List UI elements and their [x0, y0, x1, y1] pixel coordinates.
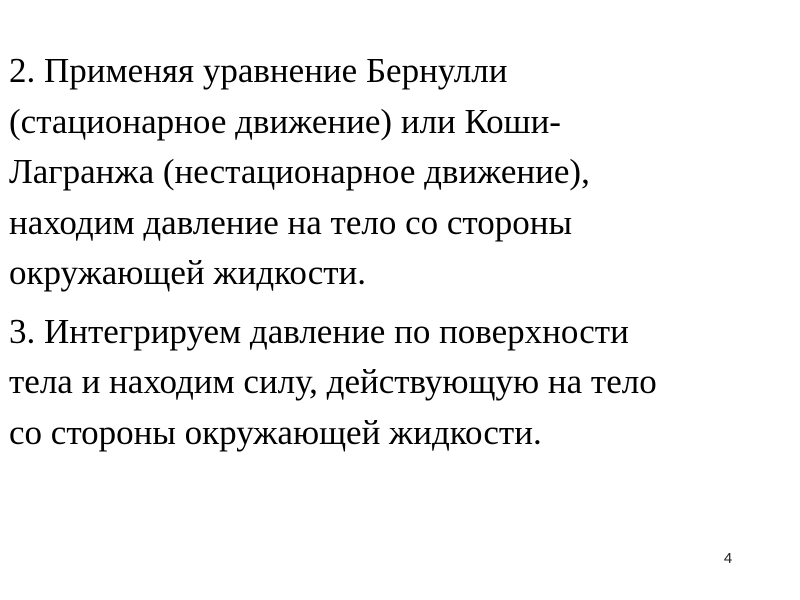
page-number: 4: [723, 550, 733, 567]
paragraph-step-3: 3. Интегрируем давление по поверхности тела и находим силу, действующую на тело со стороны окружающей жидкости.: [9, 311, 657, 452]
slide-body: [9, 46, 779, 458]
paragraph-step-2: 2. Применяя уравнение Бернулли (стационарное движение) или Коши- Лагранжа (нестационарное движение), находим давление на тело со стороны окружающей жидкости.: [9, 51, 590, 292]
